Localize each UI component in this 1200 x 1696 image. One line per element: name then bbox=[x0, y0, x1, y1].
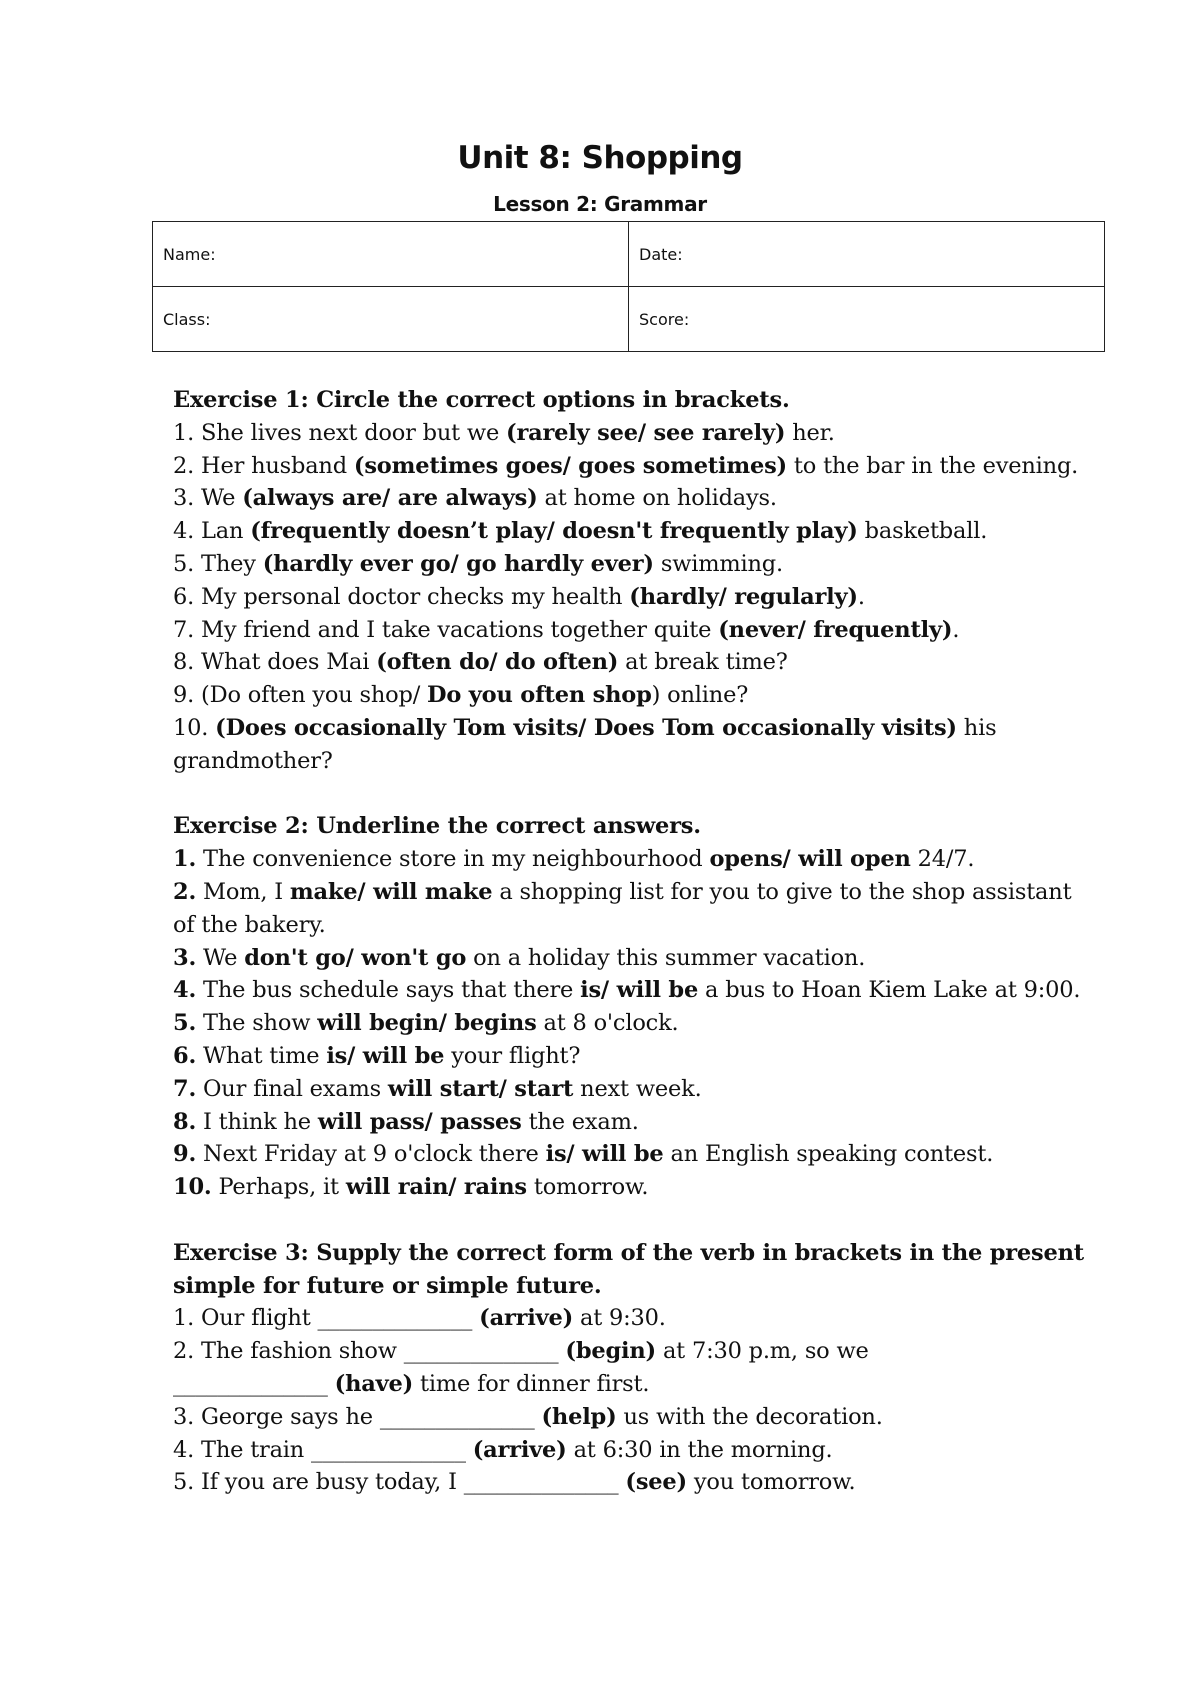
item-text: My friend and I take vacations together quite bbox=[194, 616, 719, 643]
item-number: 5. bbox=[173, 1469, 195, 1496]
item-text: basketball. bbox=[857, 518, 988, 545]
exercise1-item bbox=[173, 450, 1093, 483]
item-text: at 8 o'clock. bbox=[536, 1010, 679, 1037]
item-text: us with the decoration. bbox=[616, 1403, 883, 1430]
section-spacer bbox=[173, 1204, 1093, 1237]
item-text: ) online? bbox=[651, 682, 749, 709]
page-subtitle: Lesson 2: Grammar bbox=[493, 192, 707, 216]
exercise2-item bbox=[173, 1073, 1093, 1106]
exercise1-item bbox=[173, 482, 1093, 515]
item-number: 4. bbox=[173, 977, 197, 1004]
item-options[interactable]: opens/ will open bbox=[709, 846, 911, 873]
exercise1-item bbox=[173, 548, 1093, 581]
item-number: 7. bbox=[173, 1075, 197, 1102]
item-text: Next Friday at 9 o'clock there bbox=[196, 1141, 546, 1168]
verb-hint: (see) bbox=[625, 1469, 687, 1496]
item-text: (Do often you shop/ bbox=[194, 682, 428, 709]
item-text: The bus schedule says that there bbox=[196, 977, 581, 1004]
item-options[interactable]: (often do/ do often) bbox=[376, 649, 619, 676]
item-number: 10. bbox=[173, 714, 209, 741]
item-text: We bbox=[194, 485, 243, 512]
item-text: 24/7. bbox=[910, 846, 975, 873]
exercise2-item bbox=[173, 974, 1093, 1007]
verb-hint: (have) bbox=[334, 1370, 414, 1397]
item-number: 4. bbox=[173, 1436, 195, 1463]
exercise1-item bbox=[173, 417, 1093, 450]
item-options[interactable]: (rarely see/ see rarely) bbox=[506, 419, 786, 446]
item-text: an English speaking contest. bbox=[663, 1141, 994, 1168]
item-text: on a holiday this summer vacation. bbox=[466, 944, 866, 971]
item-text: . bbox=[857, 583, 865, 610]
verb-hint: (begin) bbox=[565, 1338, 656, 1365]
item-text: your flight? bbox=[444, 1042, 581, 1069]
item-text: The train bbox=[194, 1436, 312, 1463]
item-options[interactable]: (Does occasionally Tom visits/ Does Tom occasionally visits) bbox=[215, 714, 957, 741]
date-label: Date: bbox=[639, 244, 683, 264]
item-text: tomorrow. bbox=[526, 1174, 649, 1201]
class-cell[interactable] bbox=[153, 287, 629, 352]
item-number: 7. bbox=[173, 616, 195, 643]
item-text: next week. bbox=[573, 1075, 702, 1102]
item-options[interactable]: Do you often shop bbox=[427, 682, 652, 709]
exercise3-list bbox=[173, 1302, 1093, 1499]
item-text: at 6:30 in the morning. bbox=[566, 1436, 833, 1463]
item-number: 3. bbox=[173, 485, 195, 512]
item-text: My personal doctor checks my health bbox=[194, 583, 630, 610]
exercise2-item bbox=[173, 942, 1093, 975]
item-text: you tomorrow. bbox=[686, 1469, 856, 1496]
item-text: Lan bbox=[194, 518, 251, 545]
item-number: 3. bbox=[173, 1403, 195, 1430]
item-number: 10. bbox=[173, 1174, 212, 1201]
exercise1-item bbox=[173, 679, 1093, 712]
item-text: at home on holidays. bbox=[537, 485, 777, 512]
item-options[interactable]: (frequently doesn’t play/ doesn't frequently play) bbox=[250, 518, 858, 545]
item-text: Our flight bbox=[194, 1305, 318, 1332]
item-number: 2. bbox=[173, 1338, 195, 1365]
item-options[interactable]: don't go/ won't go bbox=[244, 944, 467, 971]
item-number: 4. bbox=[173, 518, 195, 545]
item-text: The convenience store in my neighbourhood bbox=[196, 846, 710, 873]
item-number: 1. bbox=[173, 846, 197, 873]
name-cell[interactable] bbox=[153, 222, 629, 287]
item-text: Perhaps, it bbox=[211, 1174, 346, 1201]
exercise1-item bbox=[173, 712, 1093, 778]
item-text: time for dinner first. bbox=[413, 1370, 650, 1397]
item-text: What time bbox=[196, 1042, 327, 1069]
item-number: 6. bbox=[173, 1042, 197, 1069]
item-number: 2. bbox=[173, 452, 195, 479]
exercise1-item bbox=[173, 581, 1093, 614]
item-text: She lives next door but we bbox=[194, 419, 507, 446]
item-number: 5. bbox=[173, 1010, 197, 1037]
item-number: 8. bbox=[173, 1108, 197, 1135]
exercise3-item bbox=[173, 1466, 1093, 1499]
verb-hint: (arrive) bbox=[472, 1436, 567, 1463]
item-number: 8. bbox=[173, 649, 195, 676]
item-options[interactable]: (always are/ are always) bbox=[242, 485, 538, 512]
answer-blank[interactable]: ______________ bbox=[463, 1469, 619, 1496]
exercise2-item bbox=[173, 1138, 1093, 1171]
item-text: his grandmother? bbox=[173, 714, 997, 774]
section-spacer bbox=[173, 778, 1093, 811]
verb-hint: (help) bbox=[541, 1403, 617, 1430]
exercise2-item bbox=[173, 843, 1093, 876]
item-number: 9. bbox=[173, 682, 195, 709]
score-cell[interactable] bbox=[629, 287, 1105, 352]
exercise2-item bbox=[173, 1007, 1093, 1040]
answer-blank[interactable]: ______________ bbox=[311, 1436, 466, 1463]
item-number: 1. bbox=[173, 419, 195, 446]
item-options[interactable]: is/ will be bbox=[545, 1141, 664, 1168]
answer-blank[interactable]: ______________ bbox=[403, 1338, 559, 1365]
page-title: Unit 8: Shopping bbox=[457, 140, 743, 176]
verb-hint: (arrive) bbox=[479, 1305, 574, 1332]
exercise3-title: Exercise 3: Supply the correct form of the verb in brackets in the present simple for future or simple future. bbox=[173, 1239, 1084, 1299]
item-text: George says he bbox=[194, 1403, 380, 1430]
item-options[interactable]: (hardly/ regularly) bbox=[629, 583, 858, 610]
date-cell[interactable] bbox=[629, 222, 1105, 287]
exercise1-item bbox=[173, 614, 1093, 647]
item-options[interactable]: (never/ frequently) bbox=[718, 616, 953, 643]
item-text: Our final exams bbox=[196, 1075, 388, 1102]
item-text: I think he bbox=[196, 1108, 318, 1135]
exercise3-item bbox=[173, 1302, 1093, 1335]
item-text: swimming. bbox=[653, 550, 783, 577]
item-options[interactable]: will rain/ rains bbox=[345, 1174, 527, 1201]
item-number: 1. bbox=[173, 1305, 195, 1332]
item-options[interactable]: will begin/ begins bbox=[317, 1010, 537, 1037]
item-text: her. bbox=[785, 419, 835, 446]
exercise1-title: Exercise 1: Circle the correct options in brackets. bbox=[173, 387, 790, 413]
item-number: 9. bbox=[173, 1141, 197, 1168]
exercise2-item bbox=[173, 876, 1093, 942]
item-text: the exam. bbox=[521, 1108, 639, 1135]
student-info-table bbox=[152, 221, 1105, 352]
item-text: We bbox=[196, 944, 245, 971]
exercise3-item bbox=[173, 1401, 1093, 1434]
name-label: Name: bbox=[163, 244, 216, 264]
item-options[interactable]: make/ will make bbox=[289, 878, 493, 905]
item-text: a bus to Hoan Kiem Lake at 9:00. bbox=[698, 977, 1081, 1004]
item-text: Her husband bbox=[194, 452, 354, 479]
item-options[interactable]: (hardly ever go/ go hardly ever) bbox=[262, 550, 654, 577]
answer-blank[interactable]: ______________ bbox=[317, 1305, 473, 1332]
item-text: They bbox=[194, 550, 263, 577]
exercise2-list bbox=[173, 843, 1093, 1204]
item-options[interactable]: is/ will be bbox=[580, 977, 699, 1004]
exercise2-item bbox=[173, 1171, 1093, 1204]
exercise3-item bbox=[173, 1335, 1093, 1401]
item-text: If you are busy today, I bbox=[194, 1469, 464, 1496]
item-text: at break time? bbox=[618, 649, 788, 676]
item-options[interactable]: will pass/ passes bbox=[317, 1108, 522, 1135]
item-text: to the bar in the evening. bbox=[786, 452, 1079, 479]
item-options[interactable]: will start/ start bbox=[387, 1075, 574, 1102]
exercise2-title: Exercise 2: Underline the correct answers. bbox=[173, 813, 701, 840]
item-options[interactable]: is/ will be bbox=[326, 1042, 445, 1069]
item-number: 6. bbox=[173, 583, 195, 610]
item-number: 5. bbox=[173, 550, 195, 577]
exercise1-list bbox=[173, 417, 1093, 778]
item-number: 2. bbox=[173, 878, 197, 905]
item-options[interactable]: (sometimes goes/ goes sometimes) bbox=[353, 452, 787, 479]
item-text: a shopping list for you to give to the shop assistant of the bakery. bbox=[173, 878, 1072, 938]
item-text: What does Mai bbox=[194, 649, 377, 676]
item-text: Mom, I bbox=[196, 878, 290, 905]
item-text: . bbox=[952, 616, 960, 643]
item-text: The show bbox=[196, 1010, 318, 1037]
exercise2-item bbox=[173, 1106, 1093, 1139]
item-number: 3. bbox=[173, 944, 197, 971]
item-text: at 7:30 p.m, so we bbox=[656, 1338, 869, 1365]
exercise1-item bbox=[173, 515, 1093, 548]
class-label: Class: bbox=[163, 309, 211, 329]
score-label: Score: bbox=[639, 309, 690, 329]
exercise2-item bbox=[173, 1040, 1093, 1073]
exercises-content bbox=[173, 384, 1093, 1499]
item-text: The fashion show bbox=[194, 1338, 404, 1365]
exercise3-item bbox=[173, 1434, 1093, 1467]
answer-blank[interactable]: ______________ bbox=[173, 1370, 328, 1397]
answer-blank[interactable]: ______________ bbox=[379, 1403, 535, 1430]
exercise1-item bbox=[173, 646, 1093, 679]
item-text: at 9:30. bbox=[573, 1305, 666, 1332]
